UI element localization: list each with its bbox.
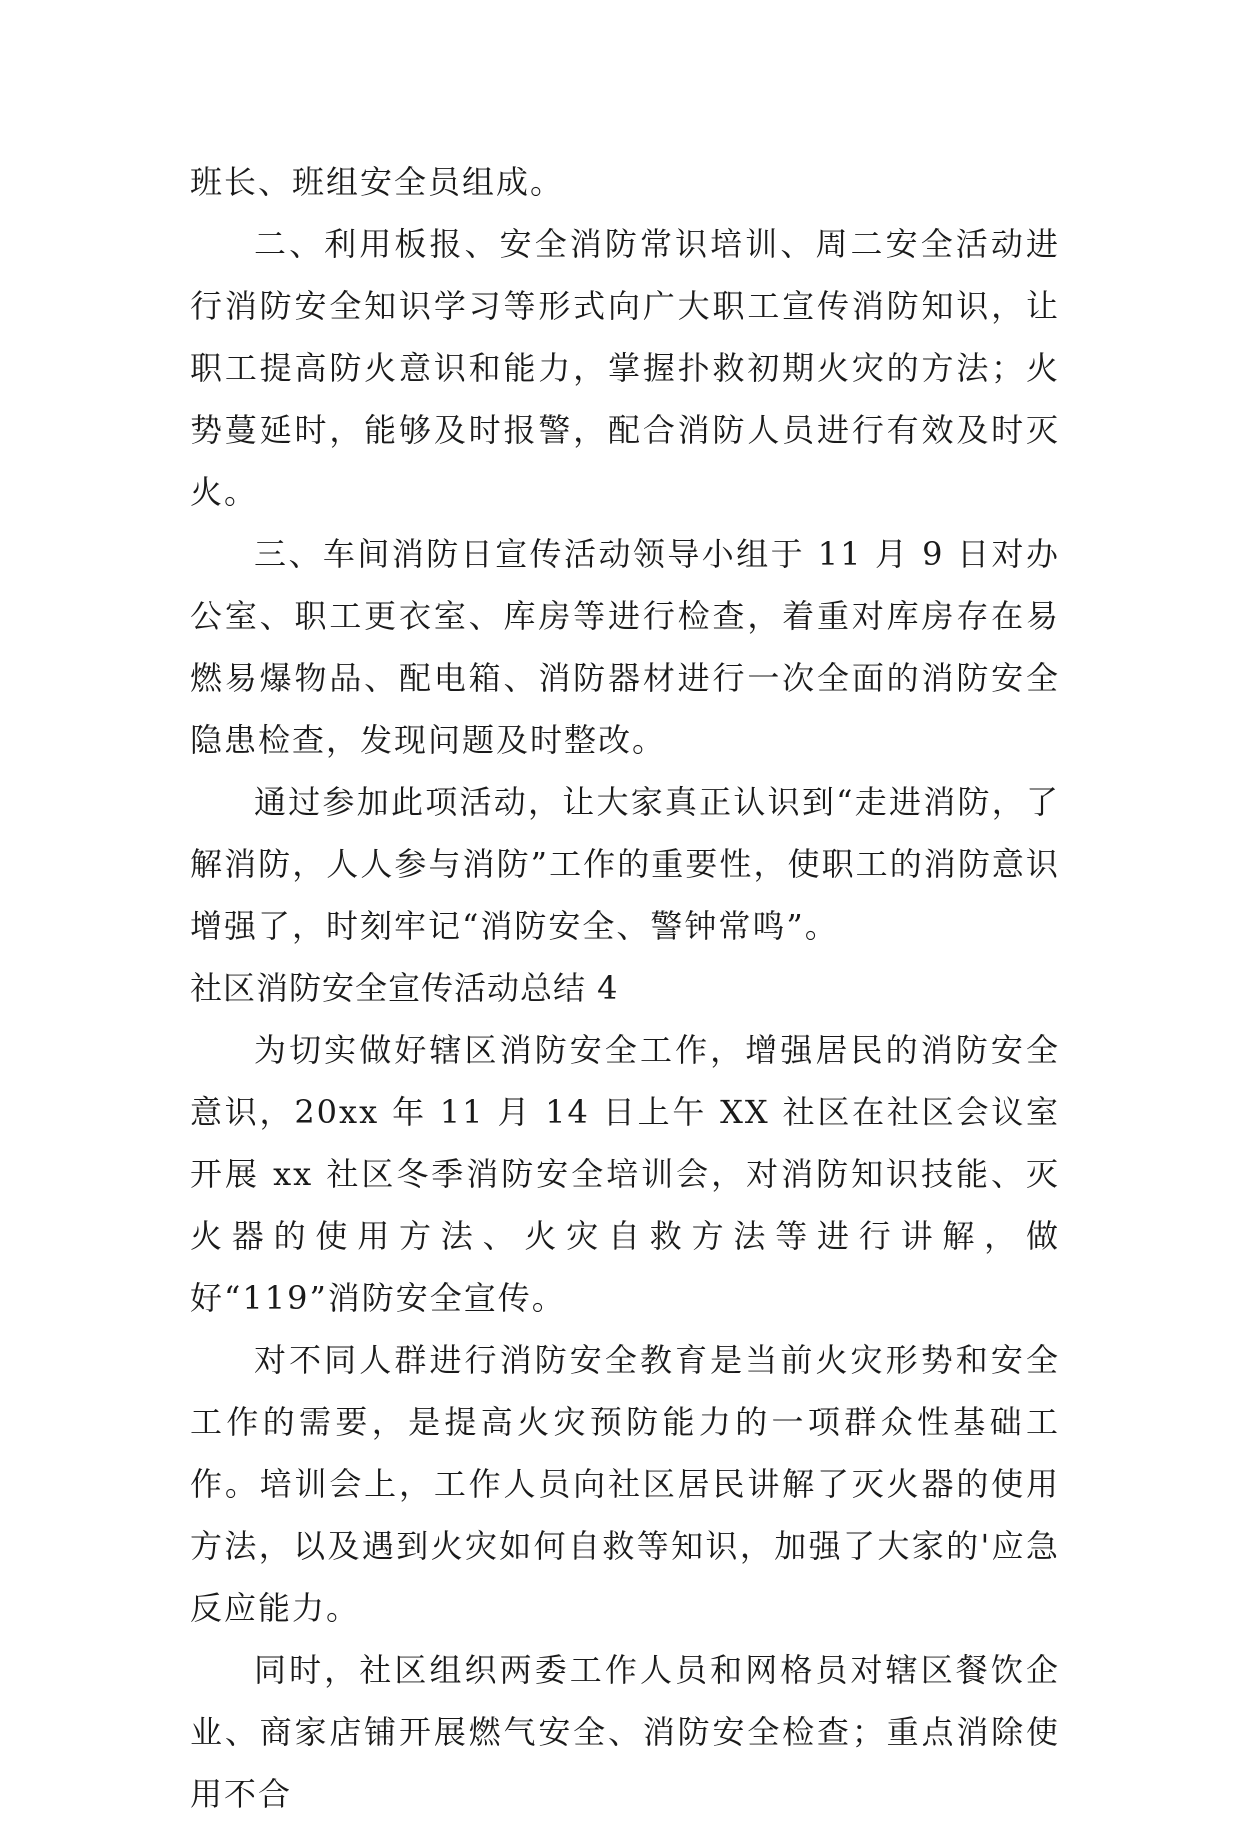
- paragraph-1: 班长、班组安全员组成。: [190, 163, 565, 201]
- section-paragraph-3: 同时，社区组织两委工作人员和网格员对辖区餐饮企业、商家店铺开展燃气安全、消防安全检查；重点消除使用不合: [190, 1651, 1060, 1813]
- document-body: [190, 151, 1060, 1825]
- section-paragraph-1: 为切实做好辖区消防安全工作，增强居民的消防安全意识，20xx 年 11 月 14 日上午 XX 社区在社区会议室开展 xx 社区冬季消防安全培训会，对消防知识技能、灭火器的使用方法、火灾自救方法等进行讲解，做好“119”消防安全宣传。: [190, 1031, 1060, 1317]
- paragraph-2: 二、利用板报、安全消防常识培训、周二安全活动进行消防安全知识学习等形式向广大职工宣传消防知识，让职工提高防火意识和能力，掌握扑救初期火灾的方法；火势蔓延时，能够及时报警，配合消防人员进行有效及时灭火。: [190, 225, 1060, 511]
- section-paragraph-2: 对不同人群进行消防安全教育是当前火灾形势和安全工作的需要，是提高火灾预防能力的一项群众性基础工作。培训会上，工作人员向社区居民讲解了灭火器的使用方法，以及遇到火灾如何自救等知识，加强了大家的'应急反应能力。: [190, 1341, 1060, 1627]
- paragraph-3: 三、车间消防日宣传活动领导小组于 11 月 9 日对办公室、职工更衣室、库房等进行检查，着重对库房存在易燃易爆物品、配电箱、消防器材进行一次全面的消防安全隐患检查，发现问题及时整改。: [190, 535, 1060, 759]
- section-heading: 社区消防安全宣传活动总结 4: [190, 969, 619, 1007]
- paragraph-4: 通过参加此项活动，让大家真正认识到“走进消防，了解消防，人人参与消防”工作的重要性，使职工的消防意识增强了，时刻牢记“消防安全、警钟常鸣”。: [190, 783, 1060, 945]
